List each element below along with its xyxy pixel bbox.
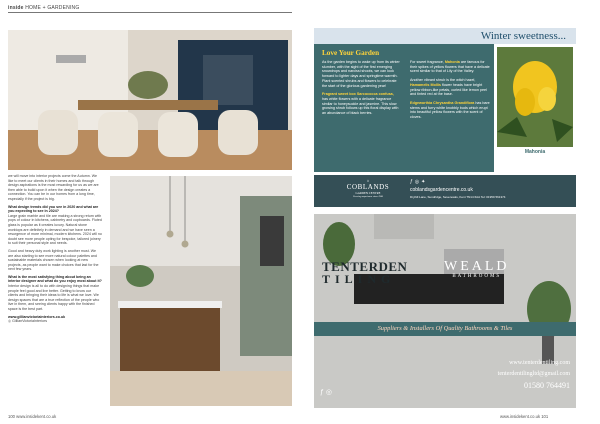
page-number-right: 101 (541, 414, 549, 419)
coblands-tag: GARDEN CENTRE (355, 191, 381, 195)
tenterden-contact (420, 358, 570, 391)
edgeworthia-paragraph: Edgeworthia Chrysantha Grandiflora has bare stems and furry white knobbly buds which erupt into beautiful yellow flowers with the scent of cloves. (410, 100, 490, 120)
tenterden-social-icons (320, 388, 332, 396)
instagram-icon[interactable]: ◎ (325, 389, 332, 396)
tenterden-tagline: Suppliers & Installers Of Quality Bathrooms & Tiles (377, 325, 513, 332)
coblands-social-icons (410, 179, 427, 185)
tenterden-name: TENTERDEN (322, 259, 408, 274)
mahonia-highlight: Mahonia (444, 60, 460, 64)
kitchen-illustration (110, 176, 292, 406)
coblands-website[interactable]: coblandsgardencentre.co.uk (410, 187, 473, 193)
coblands-logo (338, 178, 398, 198)
tenterden-website[interactable]: www.tenterdentiling.com (509, 360, 570, 366)
interview-answer-1: Large grain marble and tile are making a strong return with pops of colour in kitchens, cabinetry and cupboards. Fluted glass is popular as it creates luxury. Natural stone worktops are definitely in demand and we have seen a resurgence of more minimal, modern kitchens. 2024 will no doubt see more people opting for bespoke, tailored joinery to suit their personal style and needs. (8, 213, 102, 246)
tenterden-phone[interactable]: 01580 764491 (524, 381, 570, 390)
interview-answer-2: Interior design is all to do with designing things that make people feel good and live better. Getting to know our clients and bringing their ideas to life is what we love. We design spaces that are a true reflection of the people who live in them, and seeing clients happy with the finished space is the best part. (8, 284, 100, 312)
love-your-garden-heading: Love Your Garden (322, 49, 380, 57)
kitchen-photo (110, 176, 292, 406)
page-header-left (8, 5, 79, 11)
garden-intro-paragraph: As the garden begins to wake up from its winter slumber, with the sight of the first emerging snowdrops and narcissi shoots, we can look forward to lighter days and springtime warmth. Plant scented shrubs and flowers to celebrate the start of the glorious gardening year! (322, 60, 400, 88)
mahonia-paragraph: For sweet fragrance, Mahonia are famous for their spikes of yellow flowers that have a delicate scent similar to that of Lily of the Valley. (410, 60, 490, 74)
dining-room-illustration (8, 30, 292, 170)
designer-website-link[interactable]: www.gillianvictoriainteriors.co.uk (8, 314, 66, 319)
header-rule (8, 12, 292, 13)
witch-hazel-paragraph: Another vibrant shrub is the witch hazel, Hamamelis Mollis flower heads have bright yellow ribbon-like petals, curled like lemon peel and tinted red at the base. (410, 78, 487, 97)
garden-column-2 (410, 60, 490, 120)
hamamelis-highlight: Hamamelis Mollis (410, 82, 441, 87)
article-text-column (8, 174, 102, 324)
instagram-icon: ◎ (8, 319, 12, 324)
mahonia-photo-caption: Mahonia (524, 149, 546, 155)
interview-question-2: What is the most satisfying thing about being an interior designer and what do you enjoy most about it? (8, 274, 102, 284)
sarcococca-highlight: Sarcococca confusa, (356, 92, 394, 97)
footer-right (500, 414, 548, 419)
tenterden-email[interactable]: tenterdentilingltd@gmail.com (497, 371, 570, 377)
bathrooms-name: BATHROOMS (452, 274, 502, 279)
footer-url-left[interactable]: www.insidekent.co.uk (16, 414, 57, 419)
sweet-box-paragraph (322, 92, 400, 116)
sweet-box-text: has white flowers with a delicate fragrance similar to honeysuckle and jasmine. This slow growing shrub follows up this floral display with an abundance of black berries. (322, 96, 399, 116)
interview-answer-1b: Good and heavy duty work lighting is another must. We are also starting to see more natural colour palettes and sustainable materials chosen when looking at new projects, as people want to make choices that last for the next few years. (8, 248, 99, 272)
coblands-name: COBLANDS (346, 183, 390, 191)
article-paragraph-intro: we will move into interior projects come the Autumn. We like to meet our clients in their homes and talk through design aspirations is the most rewarding for us as we are then able to build upon it when the design creates a connection. You can be in our homes from a long time, especially if the project is big. (8, 174, 99, 201)
interview-question-1: What design trends did you see in 2020 and what are you expecting to see in 2024? (8, 204, 99, 214)
tenterden-tiling-logo (322, 260, 407, 286)
tiling-name: TILING (322, 272, 396, 286)
twitter-icon[interactable]: ✦ (421, 179, 428, 185)
coblands-logo-mark: ⌂ (366, 178, 370, 183)
winter-sweetness-title: Winter sweetness... (314, 28, 576, 44)
facebook-icon[interactable]: ƒ (410, 179, 415, 185)
coblands-address: Dryhill Lane, Sundridge, Sevenoaks, Kent TN14 6AA Tel: 01959 561374 (410, 195, 506, 199)
dining-room-photo (8, 30, 292, 170)
sweet-box-highlight: Fragrant sweet box (322, 92, 356, 97)
header-brand: inside (8, 5, 24, 11)
edgeworthia-highlight: Edgeworthia Chrysantha Grandiflora (410, 100, 475, 105)
footer-url-right[interactable]: www.insidekent.co.uk (500, 414, 541, 419)
header-section: HOME + GARDENING (25, 5, 80, 11)
page-number-left: 100 (8, 414, 15, 419)
coblands-sub: Growing experience since 1945 (352, 195, 384, 198)
instagram-icon[interactable]: ◎ (414, 179, 422, 185)
weald-name: WEALD (444, 259, 510, 274)
designer-instagram-handle[interactable]: GillianVictoriaInteriors (12, 319, 48, 324)
garden-column-1 (322, 60, 400, 116)
weald-bathrooms-logo (444, 260, 510, 279)
footer-left (8, 414, 56, 419)
facebook-icon[interactable]: ƒ (320, 389, 324, 396)
mahonia-photo (497, 47, 573, 147)
